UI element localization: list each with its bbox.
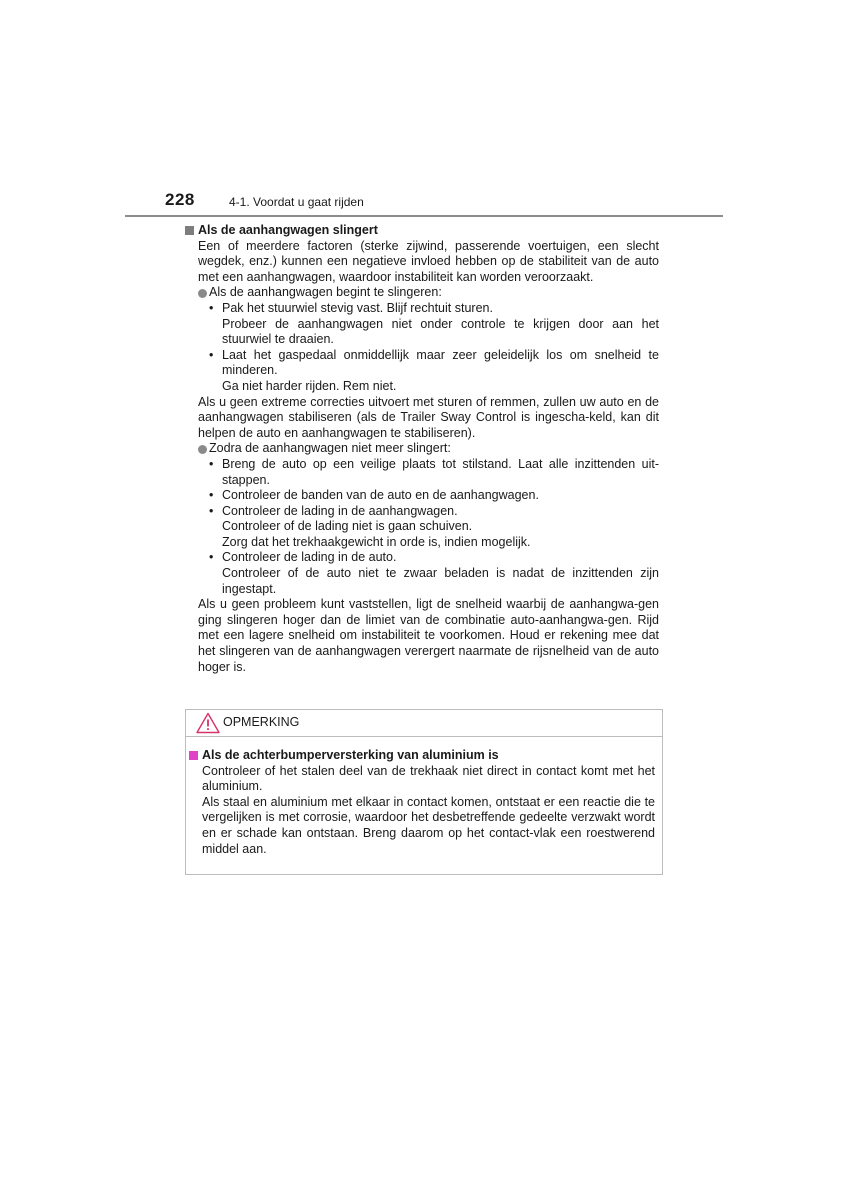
main-content <box>185 223 659 675</box>
section-title: 4-1. Voordat u gaat rijden <box>229 195 364 209</box>
notice-title: OPMERKING <box>223 715 300 729</box>
heading-text: Als de aanhangwagen slingert <box>198 223 378 237</box>
list-item-text: Pak het stuurwiel stevig vast. Blijf rechtuit sturen. Probeer de aanhangwagen niet onder controle te krijgen door aan het stuurwiel te draaien. <box>222 300 659 347</box>
subheading-text: Als de aanhangwagen begint te slingeren: <box>209 285 442 300</box>
list-item-text: Controleer de lading in de aanhangwagen. Controleer of de lading niet is gaan schuiven. Zorg dat het trekhaakgewicht in orde is, indien mogelijk. <box>222 503 531 549</box>
notice-body <box>189 748 655 857</box>
list-item <box>209 301 659 348</box>
section-heading <box>185 223 659 239</box>
bullet-dot-icon: • <box>209 503 214 518</box>
list-item-text: Controleer de lading in de auto. Controleer of de auto niet te zwaar beladen is nadat de inzittenden zijn ingestapt. <box>222 550 659 596</box>
page-header <box>165 190 723 212</box>
list-item <box>209 348 659 395</box>
square-bullet-icon <box>185 226 194 235</box>
bullet-dot-icon: • <box>209 300 214 315</box>
list-item <box>209 457 659 488</box>
notice-heading <box>189 748 655 764</box>
bullet-dot-icon: • <box>209 550 214 565</box>
list-item-text: Controleer de banden van de auto en de aanhangwagen. <box>222 488 539 503</box>
list-item <box>209 504 659 551</box>
subheading-stopped <box>198 441 659 457</box>
square-bullet-icon <box>189 751 198 760</box>
warning-triangle-icon <box>196 712 220 734</box>
notice-heading-text: Als de achterbumperversterking van aluminium is <box>202 748 499 762</box>
notice-box <box>185 709 663 875</box>
notice-text: Controleer of het stalen deel van de trekhaak niet direct in contact komt met het aluminium. Als staal en aluminium met elkaar in contact komen, ontstaat er een reactie die te vergelijken is met corrosie, waardoor het desbetreffende gedeelte verzwakt wordt en er schade kan ontstaan. Breng daarom op het contact-vlak een roestwerend middel aan. <box>202 763 655 856</box>
circle-bullet-icon <box>198 289 207 298</box>
intro-paragraph: Een of meerdere factoren (sterke zijwind, passerende voertuigen, een slecht wegdek, enz.) kunnen een negatieve invloed hebben op de stabiliteit van de auto met een aanhangwagen, waardoor instabiliteit kan worden veroorzaakt. <box>198 238 659 284</box>
subheading-text: Zodra de aanhangwagen niet meer slingert: <box>209 441 451 456</box>
list-item-text: Laat het gaspedaal onmiddellijk maar zeer geleidelijk los om snelheid te minderen. Ga niet harder rijden. Rem niet. <box>222 347 659 393</box>
page-number: 228 <box>165 190 195 209</box>
list-item <box>209 488 659 504</box>
list-item <box>209 550 659 597</box>
paragraph: Als u geen extreme correcties uitvoert met sturen of remmen, zullen uw auto en de aanhangwagen stabiliseren (als de Trailer Sway Control is ingescha-keld, kan dit helpen de auto en aanhangwagen te stabiliseren). <box>198 394 659 440</box>
bullet-dot-icon: • <box>209 488 214 503</box>
notice-header <box>186 710 662 737</box>
bullet-list-stopped <box>185 457 659 597</box>
bullet-dot-icon: • <box>209 347 214 362</box>
list-item-text: Breng de auto op een veilige plaats tot stilstand. Laat alle inzittenden uit-stappen. <box>222 456 659 487</box>
paragraph: Als u geen probleem kunt vaststellen, ligt de snelheid waarbij de aanhangwa-gen ging slingeren hoger dan de limiet van de combinatie auto-aanhangwa-gen. Rijd met een lagere snelheid om instabiliteit te voorkomen. Houd er rekening mee dat het slingeren van de aanhangwagen verergert naarmate de rijsnelheid van de auto hoger is. <box>198 597 659 674</box>
subheading-swaying <box>198 285 659 301</box>
bullet-list-swaying <box>185 301 659 395</box>
header-rule <box>125 215 723 217</box>
bullet-dot-icon: • <box>209 456 214 471</box>
circle-bullet-icon <box>198 445 207 454</box>
